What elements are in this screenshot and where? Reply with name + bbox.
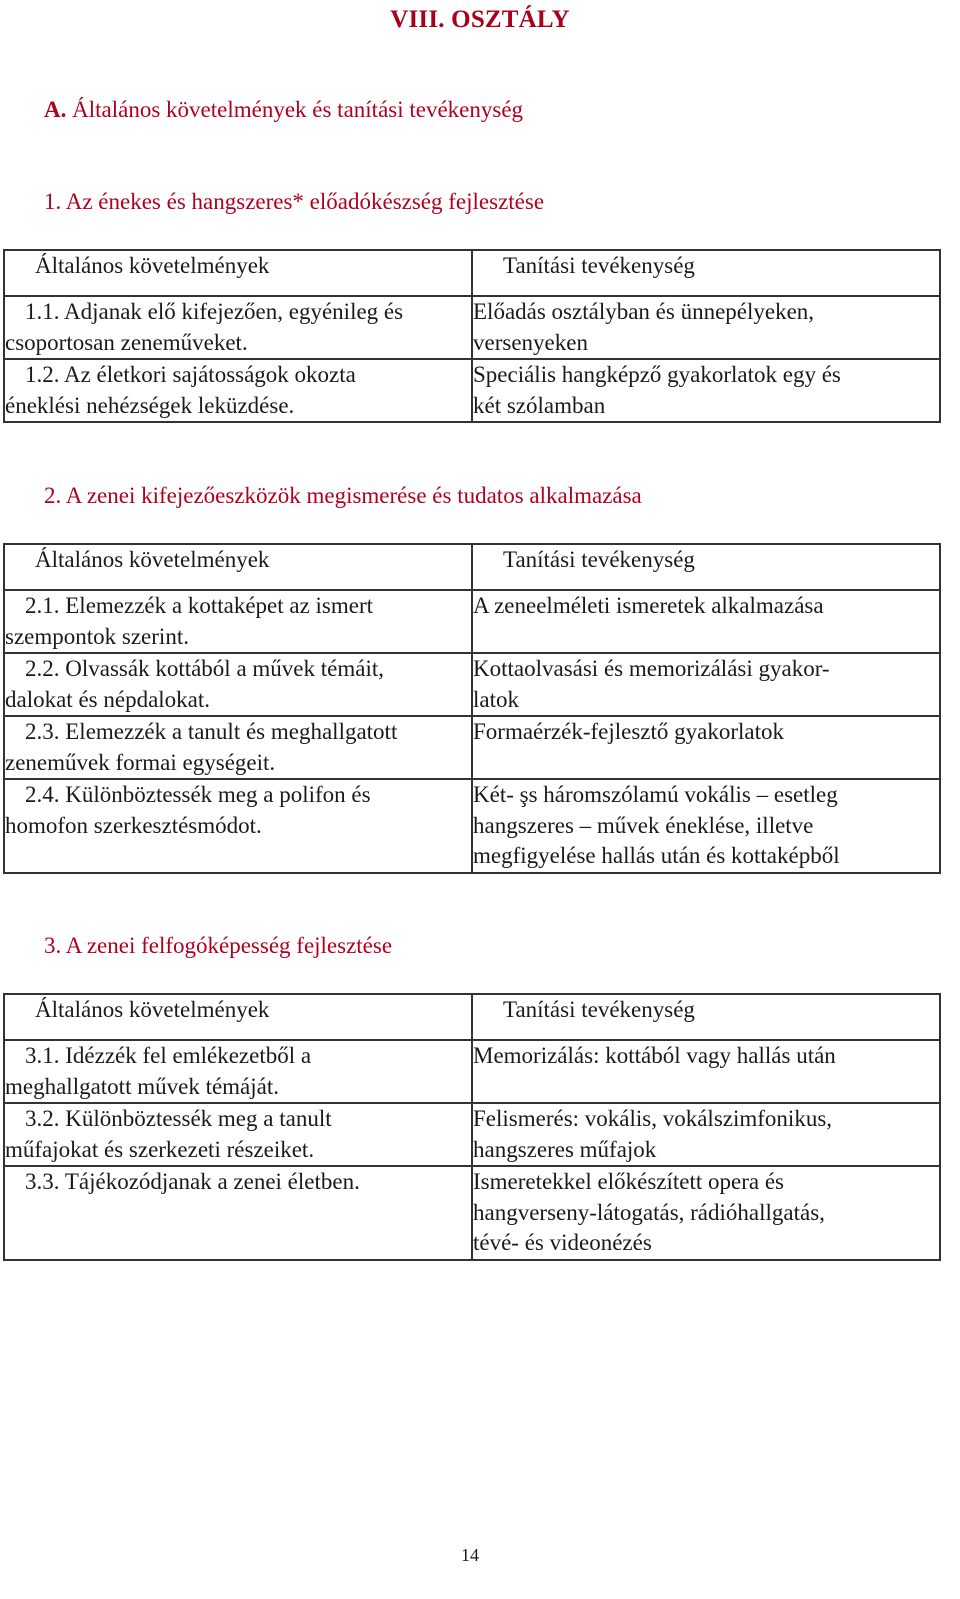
section-a-heading (44, 97, 523, 123)
requirement-cell (4, 1103, 472, 1166)
requirement-cell (4, 359, 472, 422)
section-a-letter: A. (44, 97, 67, 122)
requirement-line: homofon szerkesztésmódot. (5, 812, 262, 838)
header-general-requirements: Általános követelmények (4, 994, 472, 1040)
section-2-heading: 2. A zenei kifejezőeszközök megismerése és tudatos alkalmazása (44, 483, 642, 508)
requirement-cell (4, 653, 472, 716)
requirement-line: éneklési nehézségek leküzdése. (5, 392, 295, 418)
section-a-text: Általános követelmények és tanítási tevékenység (72, 97, 524, 122)
header-general-requirements: Általános követelmények (4, 544, 472, 590)
activity-line: latok (473, 686, 519, 712)
activity-line: Ismeretekkel előkészített opera és (473, 1169, 784, 1194)
activity-line: Felismerés: vokális, vokálszimfonikus, (473, 1106, 833, 1131)
table-row (4, 1103, 940, 1166)
requirement-line: dalokat és népdalokat. (5, 686, 211, 712)
activity-cell (472, 590, 940, 653)
requirement-cell (4, 296, 472, 359)
activity-line: Speciális hangképző gyakorlatok egy és (473, 362, 841, 387)
table-row (4, 1040, 940, 1103)
activity-line: megfigyelése hallás után és kottaképből (473, 843, 840, 868)
table-row (4, 1166, 940, 1260)
header-teaching-activity: Tanítási tevékenység (472, 250, 940, 296)
table-row (4, 779, 940, 873)
activity-line: két szólamban (473, 392, 606, 418)
activity-line: Formaérzék-fejlesztő gyakorlatok (473, 719, 785, 744)
requirement-line: 2.2. Olvassák kottából a művek témáit, (25, 656, 384, 681)
activity-cell (472, 1166, 940, 1260)
activity-line: versenyeken (473, 329, 588, 355)
table-header-row (4, 544, 940, 590)
requirement-line: 3.3. Tájékozódjanak a zenei életben. (25, 1169, 360, 1194)
header-teaching-activity: Tanítási tevékenység (472, 994, 940, 1040)
section-1-heading: 1. Az énekes és hangszeres* előadókészség fejlesztése (44, 189, 545, 214)
table-row (4, 359, 940, 422)
table-header-row (4, 250, 940, 296)
requirement-cell (4, 716, 472, 779)
requirement-cell (4, 1166, 472, 1260)
activity-line: hangverseny-látogatás, rádióhallgatás, (473, 1199, 825, 1225)
activity-cell (472, 359, 940, 422)
activity-cell (472, 1103, 940, 1166)
requirement-line: 2.1. Elemezzék a kottaképet az ismert (25, 593, 374, 618)
section-1-table (3, 249, 941, 423)
section-3-heading: 3. A zenei felfogóképesség fejlesztése (44, 933, 393, 958)
table-row (4, 716, 940, 779)
requirement-line: műfajokat és szerkezeti részeiket. (5, 1136, 315, 1162)
activity-line: Kottaolvasási és memorizálási gyakor- (473, 656, 830, 681)
activity-cell (472, 779, 940, 873)
activity-cell (472, 1040, 940, 1103)
table-header-row (4, 994, 940, 1040)
requirement-line: 3.2. Különböztessék meg a tanult (25, 1106, 332, 1131)
activity-line: tévé- és videonézés (473, 1230, 652, 1255)
section-3-table (3, 993, 941, 1261)
requirement-line: 1.2. Az életkori sajátosságok okozta (25, 362, 356, 387)
document-title: VIII. OSZTÁLY (390, 6, 570, 33)
activity-line: A zeneelméleti ismeretek alkalmazása (473, 593, 824, 618)
requirement-cell (4, 779, 472, 873)
header-teaching-activity: Tanítási tevékenység (472, 544, 940, 590)
activity-line: hangszeres – művek éneklése, illetve (473, 812, 814, 838)
table-row (4, 296, 940, 359)
requirement-line: zeneművek formai egységeit. (5, 749, 276, 775)
requirement-line: 3.1. Idézzék fel emlékezetből a (25, 1043, 312, 1068)
activity-line: hangszeres műfajok (473, 1136, 657, 1162)
activity-cell (472, 296, 940, 359)
table-row (4, 590, 940, 653)
activity-line: Két- şs háromszólamú vokális – esetleg (473, 782, 838, 807)
activity-line: Memorizálás: kottából vagy hallás után (473, 1043, 836, 1068)
activity-cell (472, 716, 940, 779)
table-row (4, 653, 940, 716)
requirement-line: 2.3. Elemezzék a tanult és meghallgatott (25, 719, 398, 744)
requirement-line: szempontok szerint. (5, 623, 189, 649)
requirement-line: csoportosan zeneműveket. (5, 329, 248, 355)
header-general-requirements: Általános követelmények (4, 250, 472, 296)
requirement-cell (4, 1040, 472, 1103)
section-2-table (3, 543, 941, 874)
activity-cell (472, 653, 940, 716)
activity-line: Előadás osztályban és ünnepélyeken, (473, 299, 815, 324)
page-number: 14 (461, 1545, 479, 1565)
requirement-line: 2.4. Különböztessék meg a polifon és (25, 782, 371, 807)
requirement-line: meghallgatott művek témáját. (5, 1073, 280, 1099)
requirement-line: 1.1. Adjanak elő kifejezően, egyénileg és (25, 299, 404, 324)
requirement-cell (4, 590, 472, 653)
